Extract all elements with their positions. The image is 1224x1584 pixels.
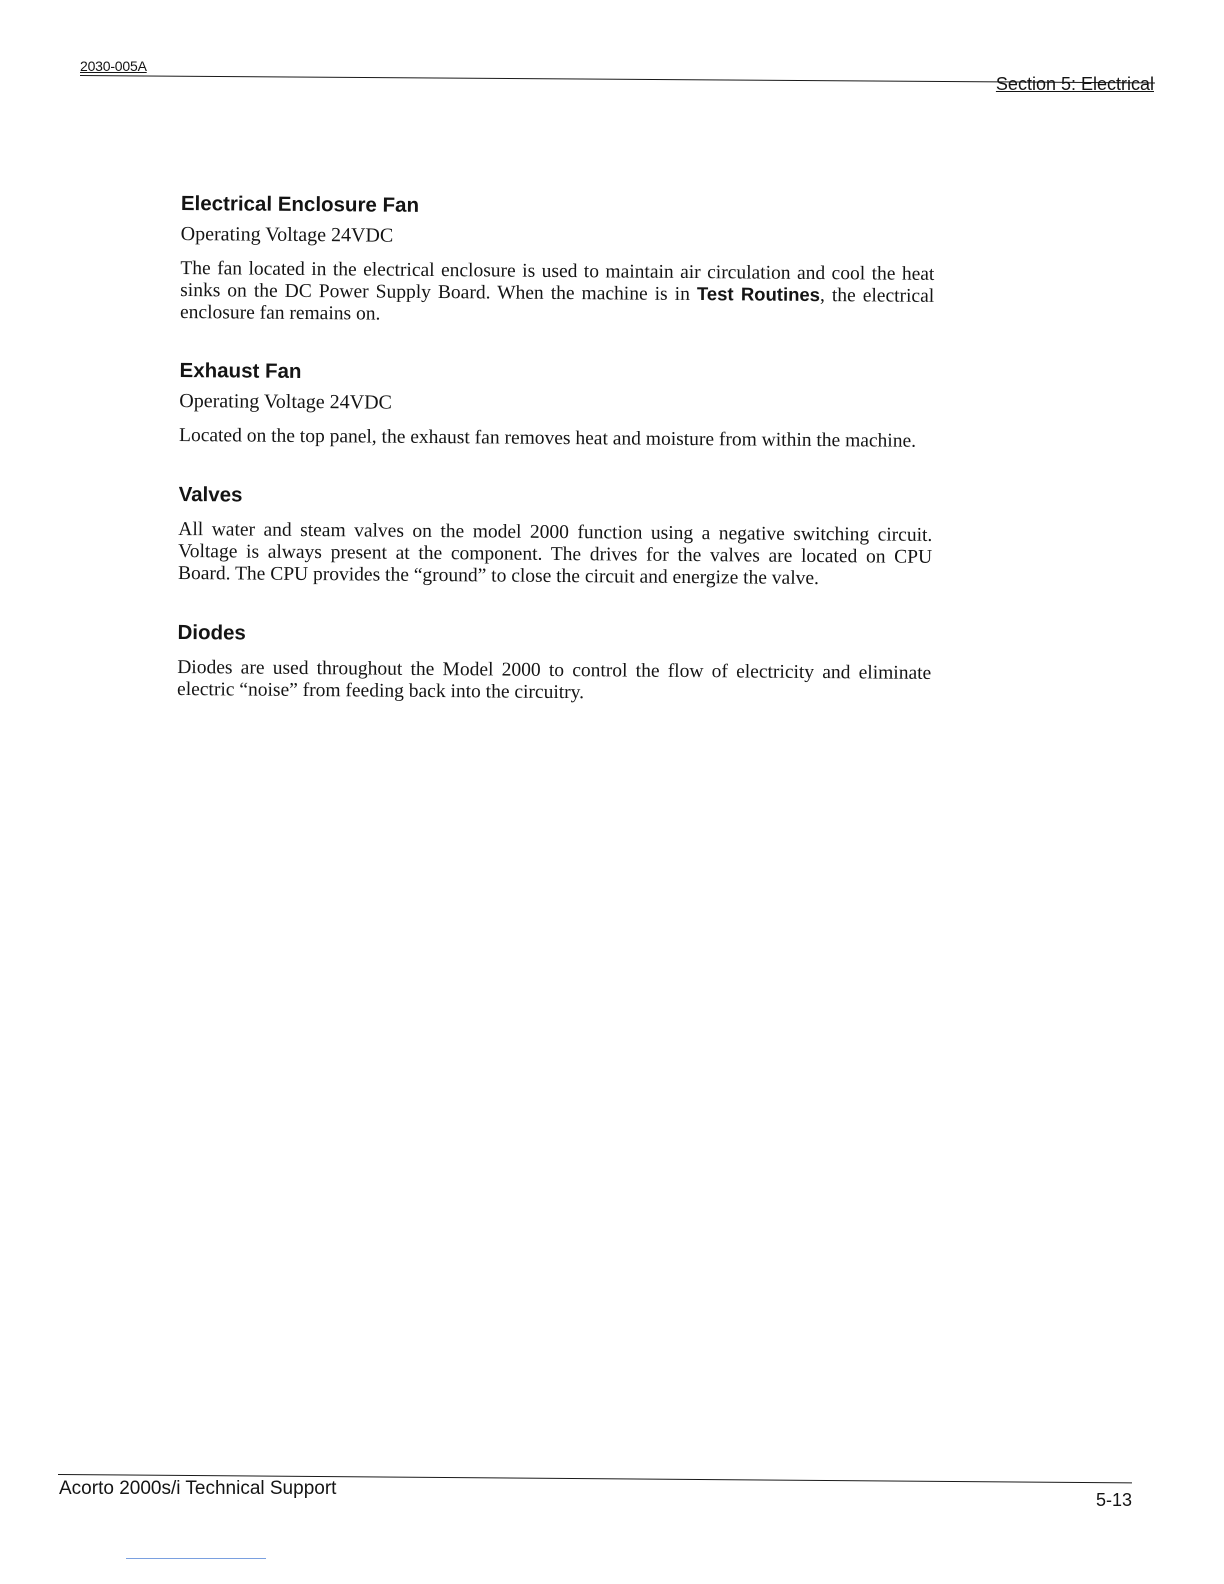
section-valves [178, 483, 933, 590]
body-bold-text: Test Routines [696, 282, 821, 305]
section-body: Diodes are used throughout the Model 2000 to control the flow of electricity and eliminate electric “noise” from feeding back into the circuitry. [177, 656, 932, 703]
section-body: Located on the top panel, the exhaust fan removes heat and moisture from within the machine. [179, 425, 917, 453]
page-content [177, 192, 935, 742]
section-diodes [177, 621, 932, 707]
header-rule [80, 75, 1155, 84]
section-body: All water and steam valves on the model 2000 function using a negative switching circuit. Voltage is always present at the component. The drives for the valves are located on CPU Board. The CPU provides the “ground” to close the circuit and energize the valve. [177, 519, 933, 589]
scan-mark [126, 1558, 266, 1559]
page-number: 5-13 [1095, 1490, 1132, 1510]
document-number: 2030-005A [80, 58, 147, 74]
section-body [180, 258, 934, 329]
section-heading: Electrical Enclosure Fan [180, 192, 420, 217]
body-text: , the electrical enclosure fan remains on. [179, 284, 935, 325]
operating-voltage: Operating Voltage 24VDC [180, 222, 394, 247]
section-title: Section 5: Electrical [995, 74, 1154, 94]
section-exhaust-fan [179, 359, 934, 453]
section-electrical-enclosure-fan [180, 192, 935, 329]
section-heading: Exhaust Fan [179, 359, 302, 384]
manual-title: Acorto 2000s/i Technical Support [59, 1478, 337, 1499]
section-heading: Valves [178, 483, 243, 507]
section-heading: Diodes [177, 620, 246, 645]
body-text: The fan located in the electrical enclosure is used to maintain air circulation and cool the heat sinks on the DC Power Supply Board. When the machine is in [180, 257, 935, 305]
operating-voltage: Operating Voltage 24VDC [179, 390, 393, 415]
